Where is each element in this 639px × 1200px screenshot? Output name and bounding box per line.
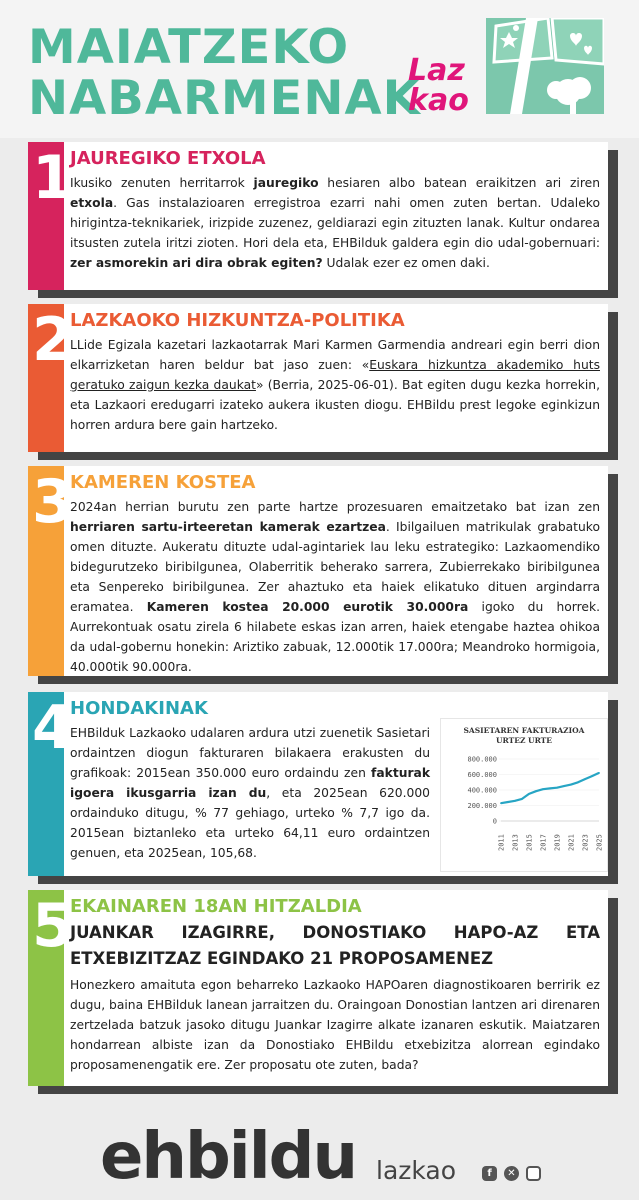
section-5-card <box>28 890 608 1086</box>
chart-y-tick-label: 0 <box>492 817 497 826</box>
chart-title-line-2: URTEZ URTE <box>496 736 552 745</box>
header <box>0 0 639 138</box>
text-run: hesiaren albo batean eraikitzen ari ziren <box>318 176 600 190</box>
section-5-subheading-1: JUANKAR IZAGIRRE, DONOSTIAKO HAPO-AZ ETA <box>70 923 600 942</box>
section-4-card <box>28 692 608 876</box>
title-line-1: MAIATZEKO <box>28 20 350 75</box>
chart-y-tick-label: 800.000 <box>467 755 497 764</box>
section-3-text <box>70 497 600 677</box>
text-bold: jauregiko <box>253 176 319 190</box>
chart-data-point <box>528 793 530 795</box>
text-run: , eta 2025ean 620.000 ordainduko ditugu, % 77 gehiago, urteko % 7,7 igo da. 2015ean biztanleko eta urteko 64,11 euro ordaintzen genuen, eta 2025ean, 105,68. <box>70 786 430 860</box>
chart-data-point <box>591 775 593 777</box>
quote-link[interactable]: Euskara hizkuntza akademiko huts geratuko zaigun kezka daukat <box>70 358 600 392</box>
section-1-number: 1 <box>32 143 74 213</box>
facebook-icon[interactable]: f <box>482 1166 497 1181</box>
chart-data-point <box>514 800 516 802</box>
chart-x-tick-label: 2015 <box>525 834 534 851</box>
chart-title: SASIETAREN FAKTURAZIOA <box>463 726 585 735</box>
chart-data-point <box>556 787 558 789</box>
section-1-body <box>70 148 600 273</box>
chart-data-point <box>549 788 551 790</box>
chart-x-tick-label: 2011 <box>497 834 506 851</box>
chart-y-tick-label: 600.000 <box>467 771 497 779</box>
section-1-text <box>70 173 600 273</box>
x-icon[interactable]: ✕ <box>504 1166 519 1181</box>
section-4-text <box>70 723 430 863</box>
section-2-text <box>70 335 600 435</box>
instagram-icon[interactable] <box>526 1166 541 1181</box>
section-4-number: 4 <box>32 693 74 763</box>
section-5-body <box>70 896 600 1075</box>
chart-data-point <box>535 790 537 792</box>
chart-data-point <box>570 784 572 786</box>
chart-data-point <box>563 785 565 787</box>
emblem-graphic <box>486 18 604 114</box>
brand-line-2: kao <box>408 83 469 118</box>
text-run: . Ibilgailuen matrikulak grabatuko omen dituzte. Aukeratu dituzte udal-agintariek lau leku estrategiko: Lazkaomendiko bidegurutzeko biribilgunea, Olaberritik beherako sarrera, Zubierrekako biribilgunea eta Senpereko biribilgunea. Zer ahaztuko eta haiek elikatuko dituen argindarra eramatea. <box>70 520 600 614</box>
section-2-heading: LAZKAOKO HIZKUNTZA-POLITIKA <box>70 310 405 331</box>
section-5-number: 5 <box>32 891 74 961</box>
section-1-heading: JAUREGIKO ETXOLA <box>70 148 266 169</box>
section-3-number: 3 <box>32 467 74 537</box>
section-3-card <box>28 466 608 676</box>
section-2-number: 2 <box>32 305 74 375</box>
section-1-card <box>28 142 608 290</box>
chart-x-tick-label: 2025 <box>595 834 604 851</box>
text-bold: Kameren kostea 20.000 eurotik 30.000ra <box>146 600 469 614</box>
text-bold: zer asmorekin ari dira obrak egiten? <box>70 256 323 270</box>
section-5-heading: EKAINAREN 18AN HITZALDIA <box>70 896 362 917</box>
section-3-bar <box>28 466 74 676</box>
section-2-body <box>70 310 600 435</box>
chart-data-point <box>584 778 586 780</box>
text-run: 2024an herrian burutu zen parte hartze prozesuaren emaitzetako bat izan zen <box>70 500 600 514</box>
chart-x-tick-label: 2019 <box>553 834 562 851</box>
chart-data-point <box>500 802 502 804</box>
section-4-bar <box>28 692 74 876</box>
chart-data-point <box>542 788 544 790</box>
chart-x-tick-label: 2013 <box>511 834 520 851</box>
text-run: Udalak ezer ez omen daki. <box>322 256 490 270</box>
section-5-subheading-2: ETXEBIZITZAZ EGINDAKO 21 PROPOSAMENEZ <box>70 949 494 968</box>
invoice-chart <box>440 718 608 872</box>
section-2-bar <box>28 304 74 452</box>
chart-x-tick-label: 2021 <box>567 834 576 851</box>
title-line-2: NABARMENAK <box>28 71 421 126</box>
ehbildu-logo: ehbildu <box>100 1120 357 1194</box>
chart-data-point <box>521 798 523 800</box>
text-run: Ikusiko zenuten herritarrok <box>70 176 254 190</box>
chart-y-tick-label: 400.000 <box>467 786 497 795</box>
text-bold: herriaren sartu-irteeretan kamerak ezartzea <box>70 520 386 534</box>
brand-line-1: Laz <box>408 53 465 88</box>
chart-data-point <box>507 801 509 803</box>
section-4-body <box>70 698 430 863</box>
page-title <box>28 22 421 124</box>
section-5-text <box>70 975 600 1075</box>
text-run: EHBilduk Lazkaoko udalaren ardura utzi zuenetik Sasietari ordaintzen diogun fakturaren bilakaera erakusten du grafikoak: 2015ean 350.000 euro ordaindu zen <box>70 726 430 780</box>
text-run: LLide Egizala kazetari lazkaotarrak Mari Karmen Garmendia andreari egin berri dion elkarrizketan haren beldur bat jaso zuen: « <box>70 338 600 372</box>
text-run: » (Berria, 2025-06-01). Bat egiten dugu kezka horrekin, eta Lazkaori eredugarri izateko aukera ikusten diogu. EHBildu prest legoke eginkizun horren ardura bere gain hartzeko. <box>70 378 600 432</box>
chart-x-tick-label: 2017 <box>539 834 548 851</box>
lazkao-brand <box>408 53 469 118</box>
text-run: igoko du horrek. Aurrekontuak osatu zirela 6 hilabete eskas izan arren, haiek etengabe haztea ohikoa da udal-gobernu honekin: Ariztiko zabuak, 12.000tik 17.000ra; Meandroko hormigoia, 40.000tik 90.000ra. <box>70 600 600 674</box>
chart-x-tick-label: 2023 <box>581 834 590 851</box>
chart-data-point <box>577 781 579 783</box>
text-bold: etxola <box>70 196 114 210</box>
section-3-heading: KAMEREN KOSTEA <box>70 472 256 493</box>
invoice-chart-svg <box>441 719 607 871</box>
chart-data-point <box>598 772 600 774</box>
text-run: Honezkero amaituta egon beharreko Lazkaoko HAPOaren diagnostikoaren berririk ez dugu, baina EHBilduk lanean jarraitzen du. Oraingoan Donostian lantzen ari direnaren zertzelada batzuk jasoko ditugu Juankar Izagirre alkate izanaren eskutik. Maiatzaren hondarrean albiste izan da Donostiako EHBildu etxebizitza alorrean egindako proposamenengatik ere. Zer proposatu ote zuten, bada? <box>70 978 600 1072</box>
section-3-body <box>70 472 600 677</box>
footer-place: lazkao <box>376 1156 457 1185</box>
text-bold: fakturak igoera ikusgarria izan du <box>70 766 430 800</box>
lazkao-emblem <box>486 18 604 114</box>
section-4-heading: HONDAKINAK <box>70 698 208 719</box>
chart-y-tick-label: 200.000 <box>467 802 497 810</box>
section-1-bar <box>28 142 74 290</box>
text-run: . Gas instalazioaren erregistroa ezarri nahi omen zuten bertan. Udaleko hirigintza-teknikariek, irizpide zuzenez, geldiarazi egin zituzten lanak. Kultur ondarea itsusten zutela iritzi zioten. Hori dela eta, EHBilduk galdera egin dio udal-gobernuari: <box>70 196 600 250</box>
section-2-card <box>28 304 608 452</box>
section-5-bar <box>28 890 74 1086</box>
